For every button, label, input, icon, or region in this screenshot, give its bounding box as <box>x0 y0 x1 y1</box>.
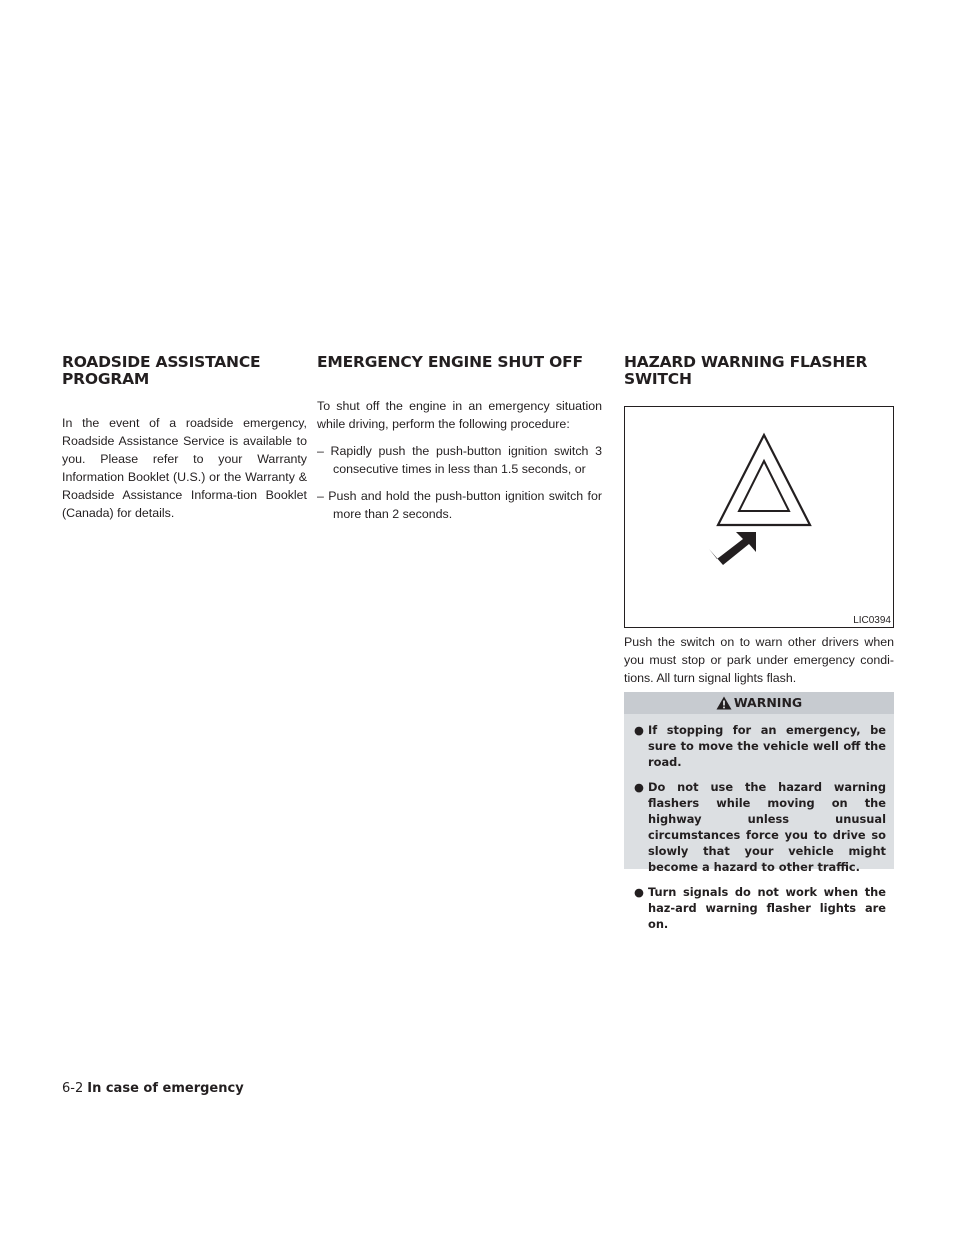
warning-header <box>624 692 894 714</box>
shutoff-intro: To shut off the engine in an emergency situation while driving, perform the following procedure: <box>317 399 602 431</box>
shutoff-step-2: – Push and hold the push-button ignition switch for more than 2 seconds. <box>317 489 602 521</box>
bullet-icon: ● <box>634 723 644 737</box>
hazard-heading-block <box>624 354 894 388</box>
hazard-switch-figure <box>624 406 894 628</box>
warning-item <box>634 884 886 932</box>
warning-list <box>634 722 886 941</box>
warning-item <box>634 779 886 875</box>
warning-icon <box>716 696 732 710</box>
hazard-body: Push the switch on to warn other drivers when you must stop or park under emergency condi-tions. All turn signal lights flash. <box>624 635 894 685</box>
warning-item <box>634 722 886 770</box>
hazard-heading-line2: SWITCH <box>624 370 692 388</box>
warning-item-text: Turn signals do not work when the haz-ard warning flasher lights are on. <box>648 885 886 931</box>
shutoff-section <box>317 354 602 523</box>
warning-item-text: If stopping for an emergency, be sure to move the vehicle well off the road. <box>648 723 886 769</box>
shutoff-step-1: – Rapidly push the push-button ignition switch 3 consecutive times in less than 1.5 seconds, or <box>317 444 602 476</box>
figure-code: LIC0394 <box>853 615 891 626</box>
page-number: 6-2 <box>62 1081 84 1096</box>
warning-title: WARNING <box>733 695 803 710</box>
page-footer <box>62 1081 244 1097</box>
shutoff-heading: EMERGENCY ENGINE SHUT OFF <box>317 353 583 371</box>
roadside-heading: ROADSIDE ASSISTANCE PROGRAM <box>62 353 261 388</box>
roadside-body: In the event of a roadside emergency, Roadside Assistance Service is available to you. Please refer to your Warranty Information Booklet (U.S.) or the Warranty & Roadside Assistance Informa-tion Booklet (Canada) for details. <box>62 416 307 520</box>
bullet-icon: ● <box>634 885 644 899</box>
push-arrow-icon <box>625 407 893 627</box>
bullet-icon: ● <box>634 780 644 794</box>
section-title: In case of emergency <box>87 1081 244 1096</box>
warning-box <box>624 692 894 931</box>
roadside-section <box>62 354 307 522</box>
warning-item-text: Do not use the hazard warning flashers while moving on the highway unless unusual circumstances force you to drive so slowly that your vehicle might become a hazard to other traffic. <box>648 780 886 874</box>
hazard-heading-line1: HAZARD WARNING FLASHER <box>624 353 868 371</box>
